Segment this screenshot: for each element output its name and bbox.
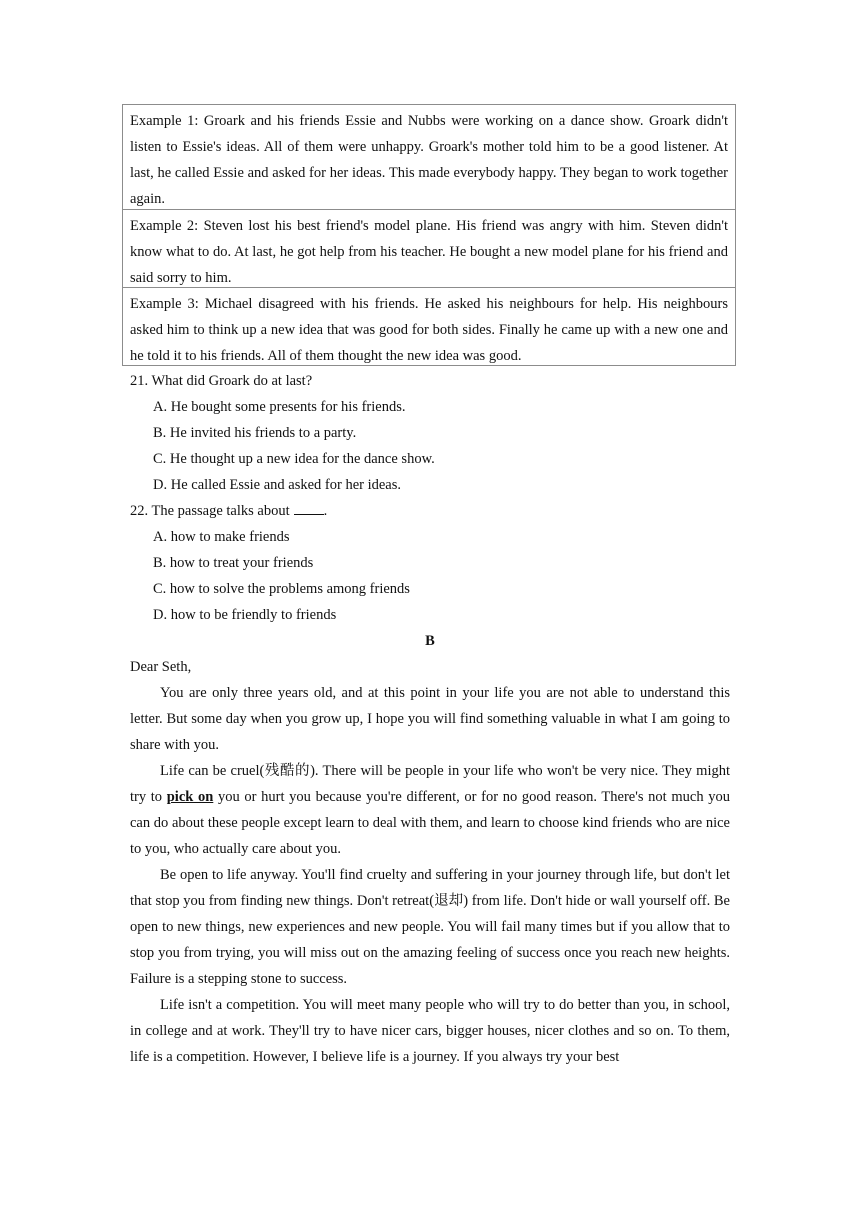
option-c: C. He thought up a new idea for the dance show. <box>153 451 435 467</box>
question-stem: 21. What did Groark do at last? <box>130 373 313 389</box>
paragraph-1: You are only three years old, and at this point in your life you are not able to understand this letter. But some day when you grow up, I hope you will find something valuable in what I am going to share with you. <box>130 685 730 753</box>
example-1: Example 1: Groark and his friends Essie and Nubbs were working on a dance show. Groark didn't listen to Essie's ideas. All of them were unhappy. Groark's mother told him to be a good listener. At last, he called Essie and asked for her ideas. This made everybody happy. They began to work together again. <box>130 113 728 207</box>
examples-table <box>122 104 736 366</box>
letter-passage <box>130 654 730 1070</box>
underlined-phrase: pick on <box>166 789 214 805</box>
section-heading: B <box>425 633 435 649</box>
question-stem: 22. The passage talks about <box>130 503 290 519</box>
salutation: Dear Seth, <box>130 659 192 675</box>
option-a: A. He bought some presents for his friends. <box>153 399 406 415</box>
example-3: Example 3: Michael disagreed with his friends. He asked his neighbours for help. His neighbours asked him to think up a new idea that was good for both sides. Finally he came up with a new one and he told it to his friends. All of them thought the new idea was good. <box>123 287 735 365</box>
question-22 <box>130 498 730 628</box>
example-2: Example 2: Steven lost his best friend's model plane. His friend was angry with him. Steven didn't know what to do. At last, he got help from his teacher. He bought a new model plane for his friend and said sorry to him. <box>123 209 735 287</box>
paragraph-4: Life isn't a competition. You will meet many people who will try to do better than you, in school, in college and at work. They'll try to have nicer cars, bigger houses, nicer clothes and so on. To them, life is a competition. However, I believe life is a journey. If you always try your best <box>130 997 730 1065</box>
question-21 <box>130 368 730 498</box>
question-stem-line <box>130 498 730 524</box>
paragraph-2-start: Life can be cruel(残酷的). There will be people in your life who won't be very nice. They might try to <box>130 763 730 805</box>
option-d: D. He called Essie and asked for her ideas. <box>153 477 402 493</box>
paragraph-2 <box>130 758 730 862</box>
option-d: D. how to be friendly to friends <box>153 607 337 623</box>
question-stem-end: . <box>323 503 328 519</box>
option-a: A. how to make friends <box>153 529 290 545</box>
answer-blank <box>294 502 324 515</box>
option-c: C. how to solve the problems among friends <box>153 581 410 597</box>
option-b: B. He invited his friends to a party. <box>153 425 357 441</box>
option-b: B. how to treat your friends <box>153 555 314 571</box>
paragraph-3: Be open to life anyway. You'll find cruelty and suffering in your journey through life, but don't let that stop you from finding new things. Don't retreat(退却) from life. Don't hide or wall yourself off. Be open to new things, new experiences and new people. You will fail many times but if you allow that to stop you from trying, you will miss out on the amazing feeling of success once you reach new heights. Failure is a stepping stone to success. <box>130 867 730 987</box>
paragraph-2-end: you or hurt you because you're different, or for no good reason. There's not much you can do about these people except learn to deal with them, and learn to choose kind friends who are nice to you, who actually care about you. <box>130 789 730 857</box>
